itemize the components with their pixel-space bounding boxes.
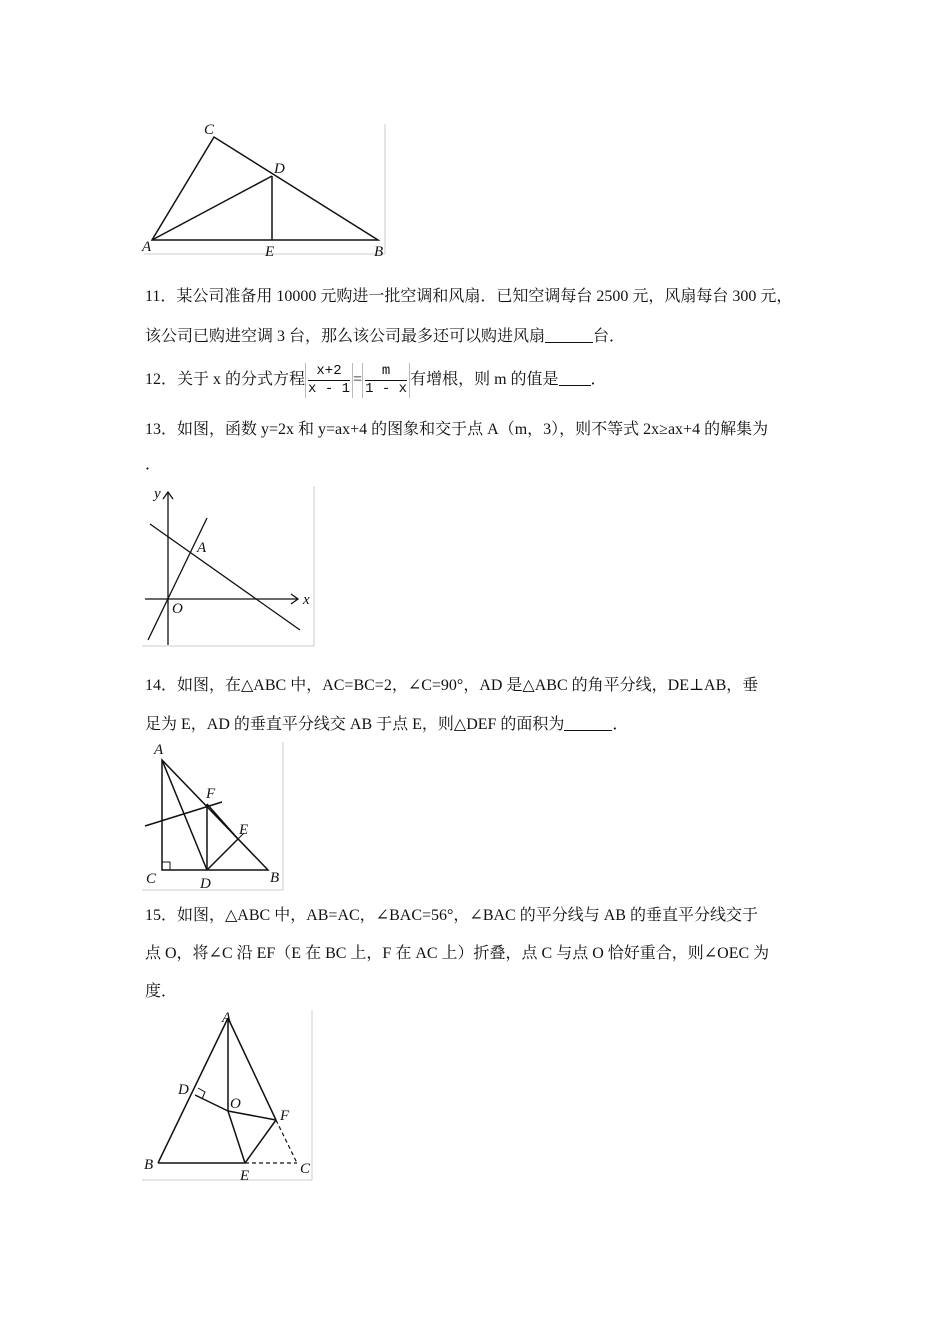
side-ab (158, 1018, 228, 1163)
fraction-1-denominator: x - 1 (308, 380, 351, 397)
figure-folded-triangle-q15 (140, 1008, 320, 1186)
q11-answer-blank[interactable] (545, 326, 593, 343)
label-e: E (240, 1168, 250, 1184)
label-d: D (274, 161, 285, 177)
label-f: F (280, 1108, 290, 1124)
q14-line1: 14．如图，在△ABC 中，AC=BC=2，∠C=90°，AD 是△ABC 的角平分线，DE⊥AB，垂 (145, 677, 759, 694)
q11-text-end: 台． (593, 328, 626, 345)
q12-text-2: 有增根，则 m 的值是 (410, 371, 559, 388)
segment-ad (162, 760, 207, 870)
fraction-1 (305, 363, 353, 398)
label-e: E (239, 822, 249, 838)
right-angle-c (162, 862, 170, 870)
label-c: C (146, 871, 157, 887)
q14-text-end: ． (612, 716, 629, 733)
q15-line1: 15．如图，△ABC 中，AB=AC，∠BAC=56°，∠BAC 的平分线与 AB 的垂直平分线交于 (145, 907, 758, 924)
q15-line3: 度． (145, 983, 178, 1000)
label-b: B (374, 244, 384, 260)
q12-text-end: ． (590, 371, 607, 388)
label-e: E (265, 244, 275, 260)
equals-sign: = (353, 371, 363, 388)
q12-answer-blank[interactable] (559, 369, 591, 386)
perpendicular-bisector (145, 802, 222, 826)
figure-triangle-abc-q10 (140, 120, 390, 260)
label-a: A (142, 239, 152, 255)
q14-text: 足为 E，AD 的垂直平分线交 AB 于点 E，则△DEF 的面积为 (145, 716, 565, 733)
label-c: C (300, 1161, 311, 1177)
segment-fc-dashed (276, 1120, 297, 1163)
q13-line1: 13．如图，函数 y=2x 和 y=ax+4 的图象和交于点 A（m，3），则不等式 2x≥ax+4 的解集为 (145, 421, 769, 438)
fraction-1-numerator: x+2 (308, 363, 350, 381)
triangle-abc (152, 137, 378, 240)
q12-line (145, 362, 607, 398)
q11-text: 该公司已购进空调 3 台，那么该公司最多还可以购进风扇 (145, 328, 546, 345)
q13-line2: ． (145, 456, 162, 473)
fraction-2-numerator: m (365, 363, 407, 381)
q15-line2: 点 O，将∠C 沿 EF（E 在 BC 上，F 在 AC 上）折叠，点 C 与点 O 恰好重合，则∠OEC 为 (145, 945, 770, 962)
label-a: A (154, 742, 164, 758)
label-x: x (303, 592, 310, 608)
segment-of (228, 1111, 276, 1120)
label-a: A (222, 1010, 232, 1026)
q12-text: 12．关于 x 的分式方程 (145, 371, 306, 388)
q11-line1: 11．某公司准备用 10000 元购进一批空调和风扇．已知空调每台 2500 元，风扇每台 300 元， (145, 288, 793, 305)
label-b: B (144, 1157, 154, 1173)
segment-ad (152, 176, 272, 240)
q11-line2 (145, 326, 625, 347)
label-d: D (200, 876, 211, 892)
segment-oe (228, 1111, 245, 1163)
figure-right-triangle-q14 (140, 740, 290, 894)
segment-do (195, 1095, 228, 1111)
fraction-2 (362, 363, 410, 398)
label-y: y (154, 486, 161, 502)
label-o: O (230, 1096, 241, 1112)
label-f: F (206, 786, 216, 802)
segment-ef (245, 1120, 276, 1163)
label-d: D (178, 1082, 189, 1098)
q14-answer-blank[interactable] (564, 714, 612, 731)
label-b: B (270, 870, 280, 886)
segment-de (207, 839, 238, 870)
label-a: A (197, 540, 207, 556)
fraction-2-denominator: 1 - x (365, 380, 408, 397)
figure-linear-functions-q13 (140, 482, 320, 650)
line-y-2x (148, 518, 207, 640)
label-c: C (204, 122, 215, 138)
q14-line2 (145, 714, 628, 735)
label-o: O (172, 601, 183, 617)
